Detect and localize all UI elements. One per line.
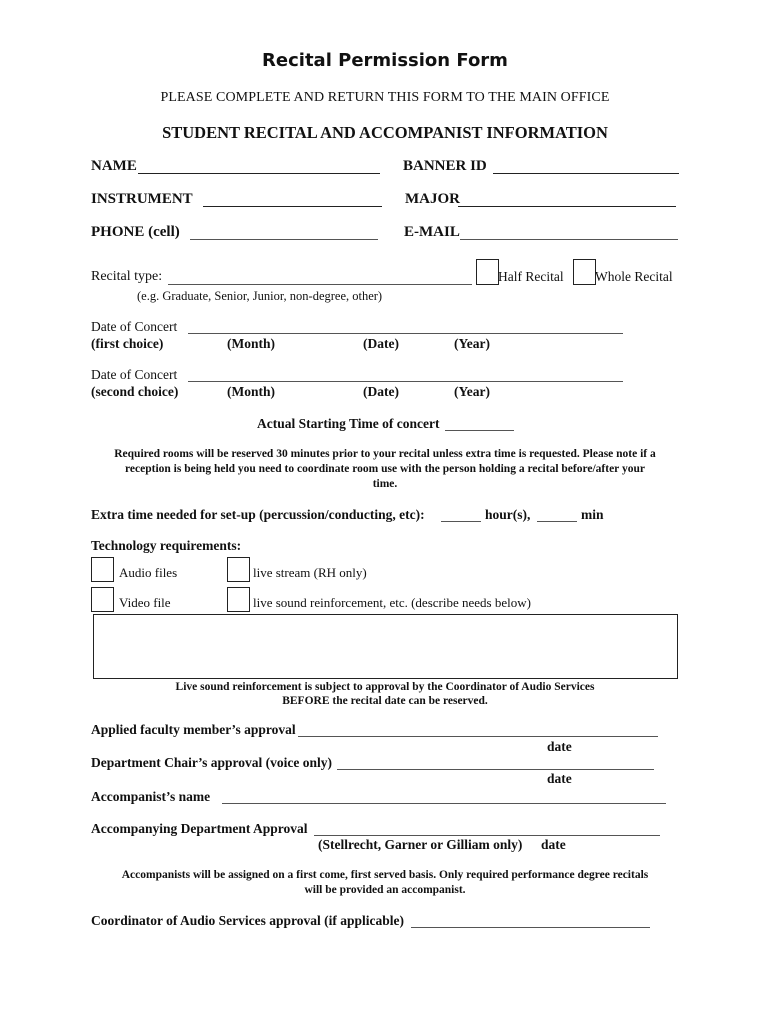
concert-date-field-2[interactable]: [188, 381, 623, 382]
second-choice-label: (second choice): [91, 384, 179, 399]
audio-services-approval-label: Coordinator of Audio Services approval (if applicable): [91, 913, 405, 928]
live-sound-label: live sound reinforcement, etc. (describe needs below): [253, 595, 531, 610]
phone-field[interactable]: [190, 239, 378, 240]
sound-needs-textarea[interactable]: [93, 614, 678, 679]
whole-recital-checkbox[interactable]: [573, 259, 596, 285]
date-label-2: (Date): [363, 384, 399, 399]
month-label-1: (Month): [227, 336, 275, 351]
banner-id-label: BANNER ID: [403, 158, 487, 174]
chair-approval-label: Department Chair’s approval (voice only): [91, 755, 332, 770]
rooms-note-line-3: time.: [372, 478, 398, 490]
live-stream-checkbox[interactable]: [227, 557, 250, 582]
year-label-1: (Year): [454, 336, 490, 351]
recital-type-label: Recital type:: [91, 269, 163, 284]
name-field[interactable]: [138, 173, 380, 174]
live-sound-checkbox[interactable]: [227, 587, 250, 612]
chair-date-label: date: [547, 771, 572, 786]
half-recital-checkbox[interactable]: [476, 259, 499, 285]
minutes-label: min: [581, 507, 604, 522]
start-time-field[interactable]: [445, 430, 514, 431]
start-time-label: Actual Starting Time of concert: [257, 416, 440, 431]
video-file-checkbox[interactable]: [91, 587, 114, 612]
concert-date-field-1[interactable]: [188, 333, 623, 334]
live-stream-label: live stream (RH only): [253, 565, 367, 580]
year-label-2: (Year): [454, 384, 490, 399]
recital-type-field[interactable]: [168, 284, 472, 285]
accompanying-approval-label: Accompanying Department Approval: [91, 821, 308, 836]
live-sound-note-line-2: BEFORE the recital date can be reserved.: [282, 695, 488, 707]
accompanying-hint: (Stellrecht, Garner or Gilliam only): [318, 837, 523, 852]
email-label: E-MAIL: [404, 224, 460, 240]
audio-files-label: Audio files: [119, 565, 178, 580]
accompanist-name-label: Accompanist’s name: [91, 789, 211, 804]
form-instruction: PLEASE COMPLETE AND RETURN THIS FORM TO THE MAIN OFFICE: [160, 90, 610, 105]
rooms-note-line-1: Required rooms will be reserved 30 minutes prior to your recital unless extra time is requested. Please note if a: [114, 448, 656, 460]
accompanying-approval-field[interactable]: [314, 835, 660, 836]
accompanying-date-label: date: [541, 837, 566, 852]
accompanist-note-line-2: will be provided an accompanist.: [304, 884, 466, 896]
setup-time-label: Extra time needed for set-up (percussion/conducting, etc):: [91, 507, 425, 522]
setup-minutes-field[interactable]: [537, 521, 577, 522]
faculty-approval-label: Applied faculty member’s approval: [91, 722, 296, 737]
hours-label: hour(s),: [485, 507, 531, 522]
audio-services-approval-field[interactable]: [411, 927, 650, 928]
recital-type-hint: (e.g. Graduate, Senior, Junior, non-degree, other): [137, 289, 383, 303]
whole-recital-label: Whole Recital: [595, 269, 673, 284]
video-file-label: Video file: [119, 595, 171, 610]
rooms-note-line-2: reception is being held you need to coordinate room use with the person holding a recital before/after your: [125, 463, 645, 475]
banner-id-field[interactable]: [493, 173, 679, 174]
technology-label: Technology requirements:: [91, 538, 242, 553]
accompanist-note-line-1: Accompanists will be assigned on a first come, first served basis. Only required performance degree recitals: [121, 869, 649, 881]
major-label: MAJOR: [405, 191, 460, 207]
date-label-1: (Date): [363, 336, 399, 351]
major-field[interactable]: [458, 206, 676, 207]
audio-files-checkbox[interactable]: [91, 557, 114, 582]
instrument-field[interactable]: [203, 206, 382, 207]
instrument-label: INSTRUMENT: [91, 191, 193, 207]
email-field[interactable]: [460, 239, 678, 240]
half-recital-label: Half Recital: [498, 269, 564, 284]
setup-hours-field[interactable]: [441, 521, 481, 522]
chair-approval-field[interactable]: [337, 769, 654, 770]
section-heading: STUDENT RECITAL AND ACCOMPANIST INFORMATION: [162, 123, 608, 142]
accompanist-name-field[interactable]: [222, 803, 666, 804]
live-sound-note-line-1: Live sound reinforcement is subject to approval by the Coordinator of Audio Services: [175, 681, 595, 693]
form-title: Recital Permission Form: [262, 50, 508, 71]
faculty-date-label: date: [547, 739, 572, 754]
first-choice-label: (first choice): [91, 336, 164, 351]
month-label-2: (Month): [227, 384, 275, 399]
concert-date-label-1: Date of Concert: [91, 319, 178, 334]
faculty-approval-field[interactable]: [298, 736, 658, 737]
concert-date-label-2: Date of Concert: [91, 367, 178, 382]
name-label: NAME: [91, 158, 137, 174]
phone-label: PHONE (cell): [91, 224, 180, 240]
